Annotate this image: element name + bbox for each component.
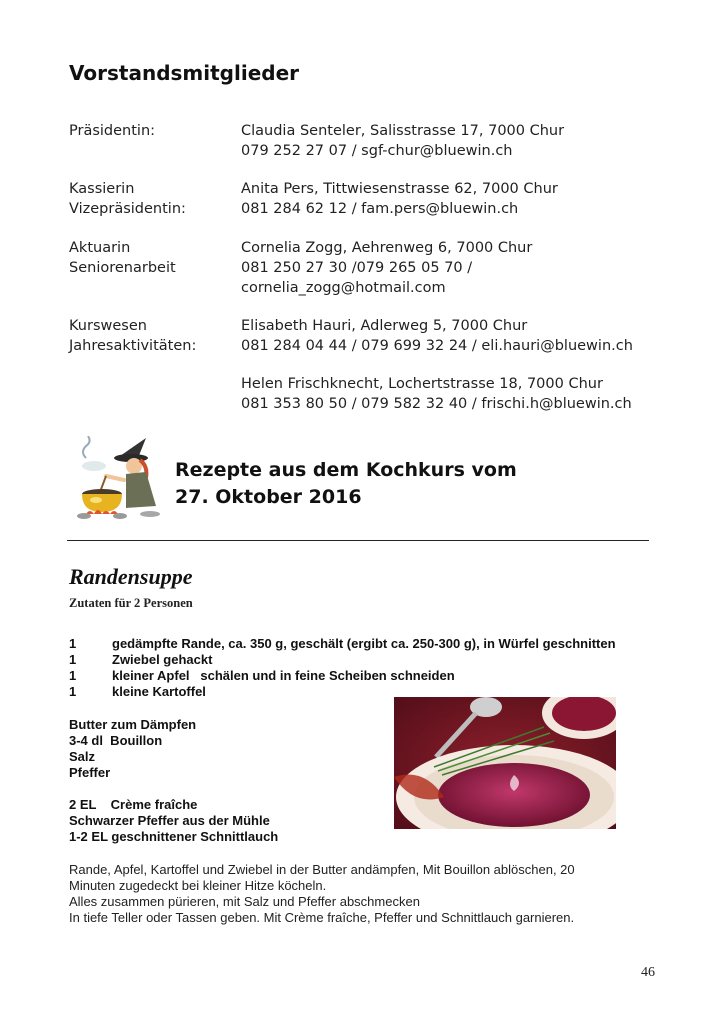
board-value: 081 250 27 30 /079 265 05 70 / bbox=[241, 260, 473, 276]
kochkurs-heading bbox=[175, 457, 517, 511]
ingredient-list bbox=[0, 636, 724, 706]
board-label: Jahresaktivitäten: bbox=[69, 338, 197, 354]
extra-item: Butter zum Dämpfen bbox=[69, 717, 197, 732]
section-title: Vorstandsmitglieder bbox=[69, 61, 299, 85]
extra-item: 1-2 EL geschnittener Schnittlauch bbox=[69, 829, 279, 844]
board-label: Vizepräsidentin: bbox=[69, 201, 186, 217]
board-value: Helen Frischknecht, Lochertstrasse 18, 7000 Chur bbox=[241, 376, 603, 392]
board-value: 081 284 04 44 / 079 699 32 24 / eli.hauri@bluewin.ch bbox=[241, 338, 633, 354]
ingredient-text: Zwiebel gehackt bbox=[112, 652, 213, 667]
soup-photo bbox=[394, 697, 616, 829]
board-label: Kassierin bbox=[69, 181, 135, 197]
board-value: Cornelia Zogg, Aehrenweg 6, 7000 Chur bbox=[241, 240, 533, 256]
board-value: Claudia Senteler, Salisstrasse 17, 7000 Chur bbox=[241, 123, 565, 139]
ingredient-text: gedämpfte Rande, ca. 350 g, geschält (ergibt ca. 250-300 g), in Würfel geschnitten bbox=[112, 636, 616, 651]
board-value: Anita Pers, Tittwiesenstrasse 62, 7000 Chur bbox=[241, 181, 558, 197]
board-label: Kurswesen bbox=[69, 318, 147, 334]
recipe-subtitle: Zutaten für 2 Personen bbox=[69, 596, 193, 610]
extra-item: 2 EL Crème fraîche bbox=[69, 797, 198, 812]
page-number: 46 bbox=[641, 965, 655, 980]
extra-item: 3-4 dl Bouillon bbox=[69, 733, 163, 748]
recipe-title: Randensuppe bbox=[69, 564, 193, 589]
witch-cauldron-icon bbox=[76, 436, 168, 520]
board-value: 081 284 62 12 / fam.pers@bluewin.ch bbox=[241, 201, 519, 217]
instruction-line: In tiefe Teller oder Tassen geben. Mit Crème fraîche, Pfeffer und Schnittlauch garnieren. bbox=[69, 910, 575, 925]
ingredient-qty: 1 bbox=[69, 652, 77, 667]
extra-item: Salz bbox=[69, 749, 96, 764]
board-value: 081 353 80 50 / 079 582 32 40 / frischi.h@bluewin.ch bbox=[241, 396, 632, 412]
kochkurs-line: Rezepte aus dem Kochkurs vom bbox=[175, 459, 517, 481]
ingredient-qty: 1 bbox=[69, 636, 77, 651]
divider bbox=[67, 540, 649, 541]
ingredient-qty: 1 bbox=[69, 668, 77, 683]
ingredient-text: kleine Kartoffel bbox=[112, 684, 206, 699]
instruction-line: Rande, Apfel, Kartoffel und Zwiebel in der Butter andämpfen, Mit Bouillon ablöschen, 20 bbox=[69, 862, 575, 877]
extra-item: Pfeffer bbox=[69, 765, 111, 780]
board-list bbox=[0, 122, 724, 422]
board-label: Aktuarin bbox=[69, 240, 131, 256]
ingredient-qty: 1 bbox=[69, 684, 77, 699]
board-label: Seniorenarbeit bbox=[69, 260, 176, 276]
ingredient-text: kleiner Apfel schälen und in feine Scheiben schneiden bbox=[112, 668, 455, 683]
board-value: Elisabeth Hauri, Adlerweg 5, 7000 Chur bbox=[241, 318, 528, 334]
instruction-line: Minuten zugedeckt bei kleiner Hitze köcheln. bbox=[69, 878, 327, 893]
extra-item: Schwarzer Pfeffer aus der Mühle bbox=[69, 813, 270, 828]
board-value: 079 252 27 07 / sgf-chur@bluewin.ch bbox=[241, 143, 513, 159]
board-label: Präsidentin: bbox=[69, 123, 156, 139]
board-value: cornelia_zogg@hotmail.com bbox=[241, 280, 446, 296]
kochkurs-date: 27. Oktober 2016 bbox=[175, 486, 362, 508]
instruction-line: Alles zusammen pürieren, mit Salz und Pfeffer abschmecken bbox=[69, 894, 420, 909]
